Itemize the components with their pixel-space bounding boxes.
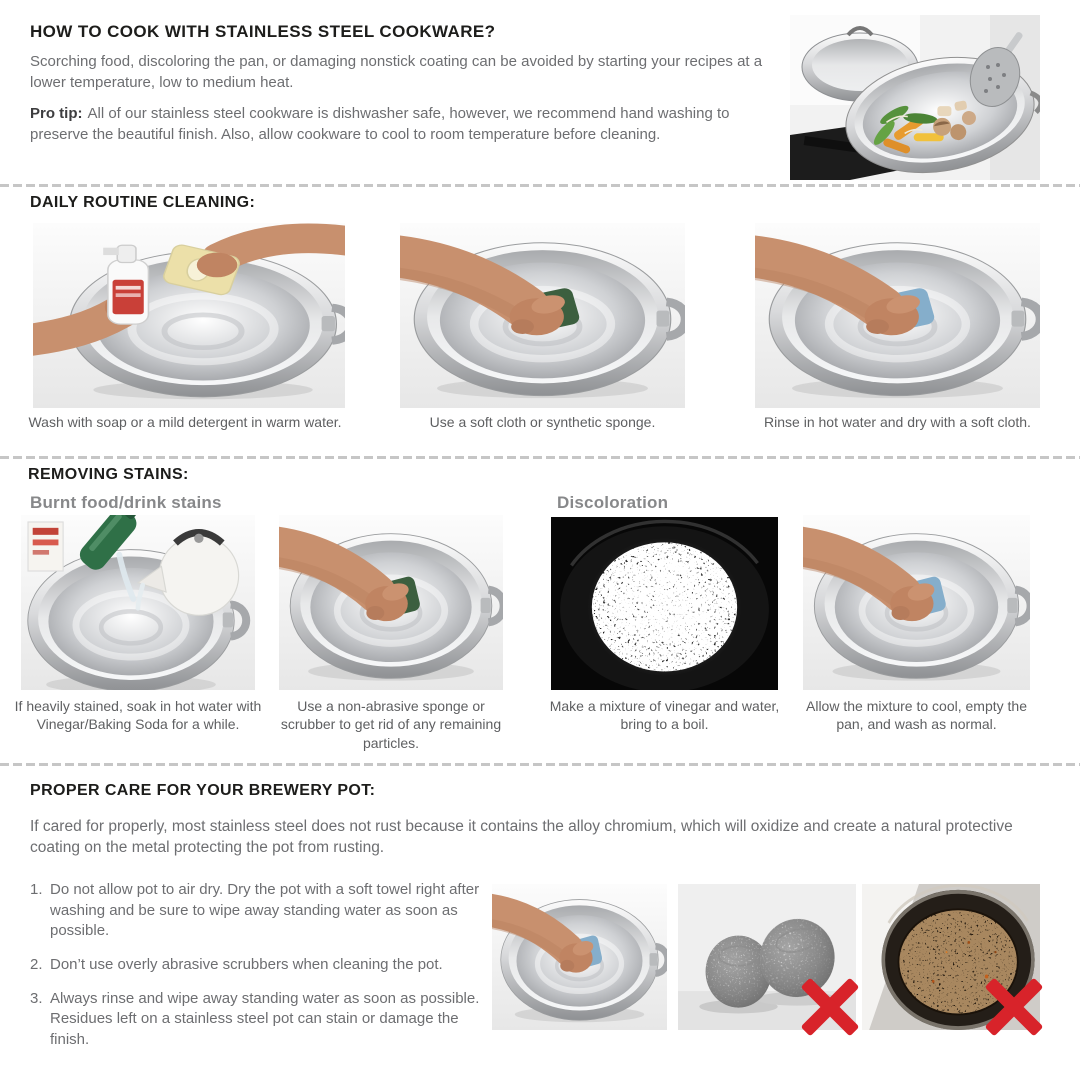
pro-tip-label: Pro tip:	[30, 105, 83, 122]
step-caption: Use a non-abrasive sponge or scrubber to get rid of any remaining particles.	[280, 698, 502, 751]
list-item	[30, 989, 482, 1051]
soap-spray-sponge-illustration	[33, 223, 345, 408]
step-caption: Wash with soap or a mild detergent in warm water.	[28, 414, 342, 430]
section1-intro: Scorching food, discoloring the pan, or damaging nonstick coating can be avoided by starting your recipes at a lower temperature, low to medium heat.	[30, 53, 763, 91]
care-list	[30, 880, 482, 1064]
section3-heading: REMOVING STAINS:	[28, 466, 189, 483]
subheading-burnt-stains: Burnt food/drink stains	[30, 493, 222, 512]
pro-tip-text: All of our stainless steel cookware is dishwasher safe, however, we recommend hand washing to preserve the beautiful finish. Also, allow cookware to cool to room temperature before cleaning.	[30, 105, 730, 143]
green-sponge-illustration	[279, 515, 503, 690]
list-text: Always rinse and wipe away standing water as soon as possible. Residues left on a stainless steel pot can stain or damage the finish.	[50, 989, 480, 1049]
wipe-cool-photo	[803, 515, 1030, 690]
step-caption: Allow the mixture to cool, empty the pan, and wash as normal.	[806, 698, 1027, 733]
step-caption: If heavily stained, soak in hot water with Vinegar/Baking Soda for a while.	[14, 698, 262, 733]
step-caption: Use a soft cloth or synthetic sponge.	[429, 414, 656, 430]
dashed-divider	[0, 456, 1080, 459]
list-number: 1.	[30, 881, 43, 898]
section2-heading: DAILY ROUTINE CLEANING:	[30, 194, 256, 211]
section1-heading: HOW TO COOK WITH STAINLESS STEEL COOKWARE?	[30, 22, 496, 41]
section1-pro-tip	[30, 104, 770, 145]
list-number: 3.	[30, 989, 43, 1007]
steel-scrubbers-photo	[678, 884, 856, 1030]
dashed-divider	[0, 763, 1080, 766]
wash-with-soap-photo	[33, 223, 345, 408]
prohibited-x-icon	[985, 978, 1043, 1036]
pouring-vinegar-illustration	[21, 515, 255, 690]
blue-cloth-illustration	[755, 223, 1040, 408]
step-caption: Make a mixture of vinegar and water, bring to a boil.	[549, 698, 780, 733]
section4-intro: If cared for properly, most stainless steel does not rust because it contains the alloy chromium, which will oxidize and create a natural protective coating on the metal protecting the pot from rusting.	[30, 818, 1013, 857]
boiling-water-illustration	[551, 517, 778, 690]
soft-sponge-photo	[400, 223, 685, 408]
green-sponge-illustration	[400, 223, 685, 408]
list-item	[30, 955, 482, 976]
step-caption: Rinse in hot water and dry with a soft cloth.	[764, 414, 1031, 430]
blue-cloth-illustration	[492, 884, 667, 1030]
scrub-particles-photo	[279, 515, 503, 690]
dry-with-towel-photo	[492, 884, 667, 1030]
list-number: 2.	[30, 956, 43, 974]
stir-fry-wok-photo	[790, 15, 1040, 180]
prohibited-x-icon	[801, 978, 859, 1036]
list-item	[30, 880, 482, 942]
list-text: Do not allow pot to air dry. Dry the pot with a soft towel right after washing and be sure to wipe away standing water as soon as possible.	[50, 881, 480, 940]
boiling-mixture-photo	[551, 517, 778, 690]
dashed-divider	[0, 184, 1080, 187]
stir-fry-wok-illustration	[790, 15, 1040, 180]
burnt-pot-photo	[862, 884, 1040, 1030]
subheading-discoloration: Discoloration	[557, 493, 669, 512]
section4-heading: PROPER CARE FOR YOUR BREWERY POT:	[30, 782, 376, 799]
rinse-dry-photo	[755, 223, 1040, 408]
soak-vinegar-photo	[21, 515, 255, 690]
blue-cloth-illustration	[803, 515, 1030, 690]
list-text: Don’t use overly abrasive scrubbers when cleaning the pot.	[50, 956, 443, 974]
